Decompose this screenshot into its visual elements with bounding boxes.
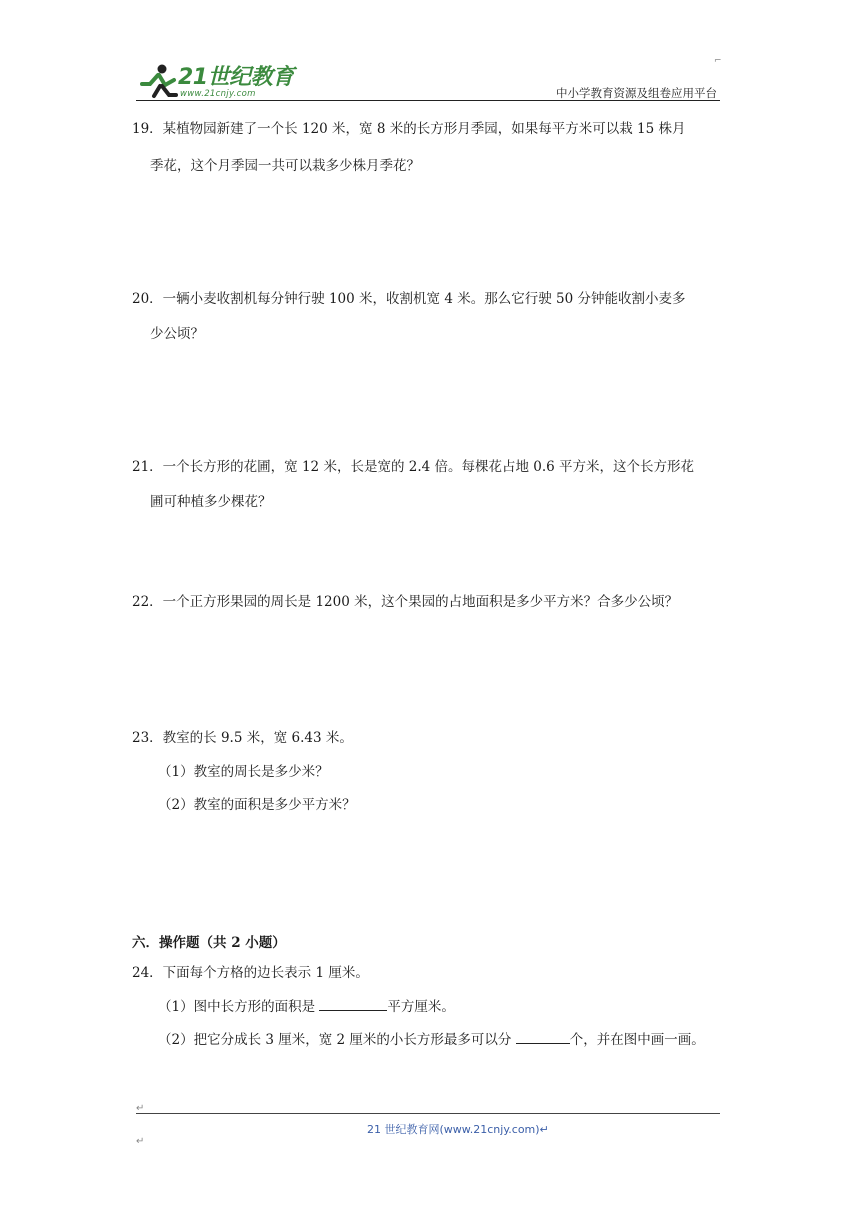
footer-divider [136, 1113, 720, 1114]
question-23-part-2: （2）教室的面积是多少平方米？ [158, 797, 356, 813]
question-20: 20．一辆小麦收割机每分钟行驶 100 米，收割机宽 4 米。那么它行驶 50 分钟能收割小麦多 [132, 291, 686, 307]
question-24: 24．下面每个方格的边长表示 1 厘米。 [132, 965, 369, 981]
logo-url: www.21cnjy.com [180, 89, 256, 99]
question-19: 19．某植物园新建了一个长 120 米，宽 8 米的长方形月季园，如果每平方米可以栽 15 株月 [132, 121, 686, 137]
question-21-cont: 圃可种植多少棵花？ [150, 494, 272, 510]
question-23-part-1: （1）教室的周长是多少米？ [158, 764, 329, 780]
question-21: 21．一个长方形的花圃，宽 12 米，长是宽的 2.4 倍。每棵花占地 0.6 平方米，这个长方形花 [132, 459, 695, 475]
question-22: 22．一个正方形果园的周长是 1200 米，这个果园的占地面积是多少平方米？合多少公顷？ [132, 594, 679, 610]
question-24-part-1 [158, 996, 455, 1017]
question-24-part-1-unit: 平方厘米。 [387, 999, 455, 1015]
footer-text: 21 世纪教育网(www.21cnjy.com)↵ [367, 1123, 549, 1136]
paragraph-mark-bottom: ↵ [136, 1136, 145, 1147]
section-title: 六．操作题（共 2 小题） [132, 935, 286, 951]
answer-blank-count[interactable] [516, 1029, 570, 1044]
question-24-part-2 [158, 1029, 705, 1050]
question-24-part-2-text: （2）把它分成长 3 厘米，宽 2 厘米的小长方形最多可以分 [158, 1032, 516, 1048]
corner-mark: ⌐ [714, 56, 722, 66]
question-20-cont: 少公顷？ [150, 326, 204, 342]
platform-text: 中小学教育资源及组卷应用平台 [556, 86, 717, 100]
logo-text: 21世纪教育 [178, 65, 294, 90]
question-19-cont: 季花，这个月季园一共可以栽多少株月季花？ [150, 158, 420, 174]
header-divider [136, 100, 720, 101]
question-23: 23．教室的长 9.5 米，宽 6.43 米。 [132, 730, 353, 746]
runner-icon [138, 62, 180, 100]
question-24-part-1-text: （1）图中长方形的面积是 [158, 999, 320, 1015]
answer-blank-area[interactable] [319, 996, 387, 1011]
paragraph-mark: ↵ [136, 1103, 145, 1114]
question-24-part-2-tail: 个，并在图中画一画。 [569, 1032, 705, 1048]
